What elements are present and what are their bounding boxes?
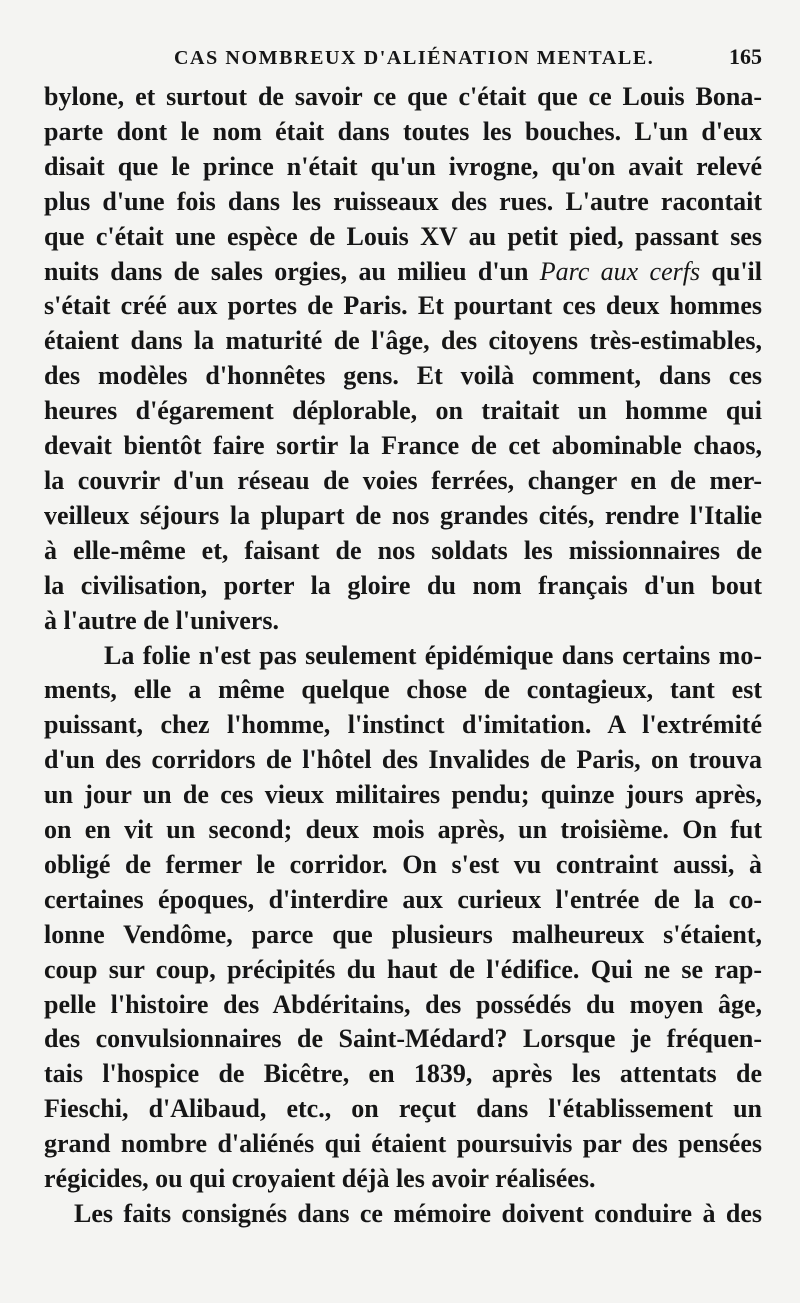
page-number: 165 — [729, 44, 762, 69]
text-line: étaient dans la maturité de l'âge, des citoyens très-estimables, — [44, 326, 762, 356]
text-line: régicides, ou qui croyaient déjà les avoir réalisées. — [44, 1164, 596, 1194]
text-line: plus d'une fois dans les ruisseaux des rues. L'autre racontait — [44, 186, 762, 216]
running-title: CAS NOMBREUX D'ALIÉNATION MENTALE. — [174, 47, 655, 69]
text-line: à l'autre de l'univers. — [44, 605, 279, 635]
running-head — [44, 44, 762, 70]
text-line: la civilisation, porter la gloire du nom français d'un bout — [44, 570, 762, 600]
text-line: bylone, et surtout de savoir ce que c'était que ce Louis Bona- — [44, 82, 762, 111]
body-text — [44, 80, 762, 1232]
text-line: grand nombre d'aliénés qui étaient poursuivis par des pensées — [44, 1129, 762, 1159]
text-line: d'un des corridors de l'hôtel des Invalides de Paris, on trouva — [44, 745, 762, 775]
text-line: Les faits consignés dans ce mémoire doivent conduire à des — [74, 1199, 762, 1228]
text-fragment: qu'il — [700, 256, 762, 286]
text-line: La folie n'est pas seulement épidémique dans certains mo- — [104, 640, 762, 670]
text-line: des modèles d'honnêtes gens. Et voilà comment, dans ces — [44, 361, 762, 391]
italic-phrase: Parc aux cerfs — [539, 256, 701, 286]
text-line: obligé de fermer le corridor. On s'est vu contraint aussi, à — [44, 849, 762, 879]
text-line: heures d'égarement déplorable, on traitait un homme qui — [44, 396, 762, 426]
text-line: un jour un de ces vieux militaires pendu; quinze jours après, — [44, 780, 762, 810]
text-line: s'était créé aux portes de Paris. Et pourtant ces deux hommes — [44, 291, 762, 321]
text-fragment: nuits dans de sales orgies, au milieu d'un — [44, 256, 540, 286]
text-line: disait que le prince n'était qu'un ivrogne, qu'on avait relevé — [44, 151, 762, 181]
paragraph — [44, 639, 762, 1198]
text-line: que c'était une espèce de Louis XV au petit pied, passant ses — [44, 221, 762, 251]
paragraph — [44, 1197, 762, 1232]
text-line: puissant, chez l'homme, l'instinct d'imitation. A l'extrémité — [44, 710, 762, 740]
text-line: coup sur coup, précipités du haut de l'édifice. Qui ne se rap- — [44, 954, 762, 984]
paragraph — [44, 80, 762, 639]
text-line: devait bientôt faire sortir la France de cet abominable chaos, — [44, 431, 762, 461]
text-line: Fieschi, d'Alibaud, etc., on reçut dans l'établissement un — [44, 1094, 762, 1124]
text-line: la couvrir d'un réseau de voies ferrées, changer en de mer- — [44, 465, 762, 495]
text-line: lonne Vendôme, parce que plusieurs malheureux s'étaient, — [44, 919, 762, 949]
text-line: certaines époques, d'interdire aux curieux l'entrée de la co- — [44, 884, 762, 914]
text-line: tais l'hospice de Bicêtre, en 1839, après les attentats de — [44, 1059, 762, 1089]
text-line — [44, 255, 762, 290]
text-line: parte dont le nom était dans toutes les bouches. L'un d'eux — [44, 116, 762, 146]
text-line: on en vit un second; deux mois après, un troisième. On fut — [44, 815, 762, 845]
text-line: à elle-même et, faisant de nos soldats les missionnaires de — [44, 535, 762, 565]
text-line: ments, elle a même quelque chose de contagieux, tant est — [44, 675, 762, 705]
text-line: pelle l'histoire des Abdéritains, des possédés du moyen âge, — [44, 989, 762, 1019]
text-line: des convulsionnaires de Saint-Médard? Lorsque je fréquen- — [44, 1024, 762, 1054]
text-line: veilleux séjours la plupart de nos grandes cités, rendre l'Italie — [44, 500, 762, 530]
